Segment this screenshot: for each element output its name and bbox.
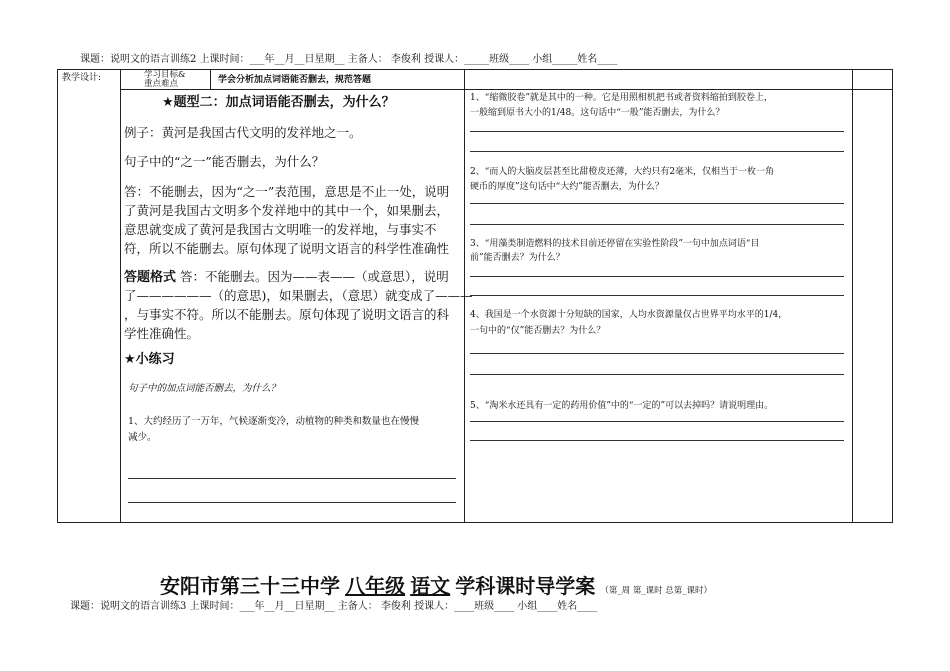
q3-line-1: 3、“用藻类制造燃料的技术目前还停留在实验性阶段”一句中加点词语“目 bbox=[470, 239, 760, 249]
q3-line-2: 前”能否删去？为什么？ bbox=[470, 253, 565, 263]
format-line-3: ，与事实不符。所以不能删去。原句体现了说明文语言的科 bbox=[124, 307, 450, 322]
format-line-4: 学性准确性。 bbox=[124, 326, 200, 341]
q2-answer-line-2[interactable] bbox=[470, 224, 844, 225]
q1-line-2: 一般缩到原书大小的1/48。这句话中“一般”能否删去，为什么？ bbox=[470, 108, 725, 118]
practice-prompt: 句子中的加点词能否删去，为什么？ bbox=[128, 383, 281, 394]
col-divider-1 bbox=[120, 70, 121, 522]
q5-answer-line-1[interactable] bbox=[470, 421, 844, 422]
lesson-header: 课题：说明文的语言训练2 上课时间：___年__月__日星期__ 主备人： 李俊利 授课人：_____班级____ 小组_____姓名____ bbox=[80, 54, 618, 65]
answer-line-3: 意思就变成了黄河是我国古文明唯一的发祥地，与事实不 bbox=[124, 222, 437, 237]
practice-1-line-1: 1、大约经历了一万年，气候逐渐变冷，动植物的种类和数量也在慢慢 bbox=[128, 416, 420, 427]
q1-answer-line-2[interactable] bbox=[470, 151, 844, 152]
q4-answer-line-2[interactable] bbox=[470, 374, 844, 375]
worksheet-table bbox=[57, 69, 893, 523]
objective-label-1: 学习目标& bbox=[144, 70, 186, 80]
q3-answer-line-1[interactable] bbox=[470, 276, 844, 277]
answer-line-1: 答：不能删去，因为“之一”表范围，意思是不止一处，说明 bbox=[124, 184, 450, 199]
practice-answer-line-2[interactable] bbox=[128, 502, 456, 503]
q1-line-1: 1、“缩微胶卷”就是其中的一种。它是用照相机把书或者资料缩拍到胶卷上， bbox=[470, 93, 773, 103]
lesson-count-note: （第_周 第_课时 总第_课时） bbox=[600, 586, 713, 596]
format-label: 答题格式 bbox=[124, 270, 177, 285]
q1-answer-line-1[interactable] bbox=[470, 131, 844, 132]
q2-line-1: 2、“而人的大脑皮层甚至比甜橙皮还薄，大约只有2毫米，仅相当于一枚一角 bbox=[470, 167, 775, 177]
format-line-1 bbox=[124, 267, 449, 287]
subject: 语文 bbox=[410, 574, 451, 598]
q4-line-1: 4、我国是一个水资源十分短缺的国家，人均水资源量仅占世界平均水平的1/4， bbox=[470, 310, 788, 320]
q4-line-2: 一句中的“仅”能否删去？为什么？ bbox=[470, 326, 606, 336]
topic-title: ★题型二：加点词语能否删去，为什么？ bbox=[162, 95, 395, 110]
answer-line-4: 符，所以不能删去。原句体现了说明文语言的科学性准确性 bbox=[124, 241, 450, 256]
q5-line-1: 5、“淘米水还具有一定的药用价值”中的“一定的”可以去掉吗？请说明理由。 bbox=[470, 401, 774, 411]
practice-1-line-2: 减少。 bbox=[128, 432, 157, 443]
practice-answer-line-1[interactable] bbox=[128, 478, 456, 479]
teaching-design-label: 教学设计: bbox=[62, 73, 102, 83]
title-suffix: 学科课时导学案 bbox=[455, 574, 596, 598]
practice-title: ★小练习 bbox=[124, 352, 175, 367]
format-line-2: 了——————（的意思)，如果删去，（意思）就变成了——— bbox=[124, 288, 473, 303]
answer-line-2: 了黄河是我国古文明多个发祥地中的其中一个，如果删去， bbox=[124, 203, 450, 218]
school-name: 安阳市第三十三中学 bbox=[160, 574, 340, 598]
objective-label-divider bbox=[210, 70, 211, 89]
col-divider-3 bbox=[852, 70, 853, 522]
grade: 八年级 bbox=[345, 574, 406, 598]
q3-answer-line-2[interactable] bbox=[470, 295, 844, 296]
lesson-header-bottom: 课题：说明文的语言训练3 上课时间：___年__月__日星期__ 主备人： 李俊利 授课人：____班级____ 小组____姓名____ bbox=[70, 601, 598, 612]
objective-label-2: 重点难点 bbox=[144, 79, 179, 89]
page-title bbox=[160, 570, 712, 599]
example-sentence: 例子：黄河是我国古代文明的发祥地之一。 bbox=[124, 125, 362, 140]
objective-row-divider bbox=[120, 89, 892, 90]
q4-answer-line-1[interactable] bbox=[470, 353, 844, 354]
objective-text: 学会分析加点词语能否删去，规范答题 bbox=[218, 75, 372, 85]
q5-answer-line-2[interactable] bbox=[470, 440, 844, 441]
q2-answer-line-1[interactable] bbox=[470, 203, 844, 204]
q2-line-2: 硬币的厚度”这句话中“大约”能否删去，为什么？ bbox=[470, 182, 664, 192]
format-text-1: 答：不能删去。因为——表——（或意思），说明 bbox=[180, 269, 449, 284]
example-question: 句子中的“之一”能否删去，为什么？ bbox=[124, 154, 325, 169]
